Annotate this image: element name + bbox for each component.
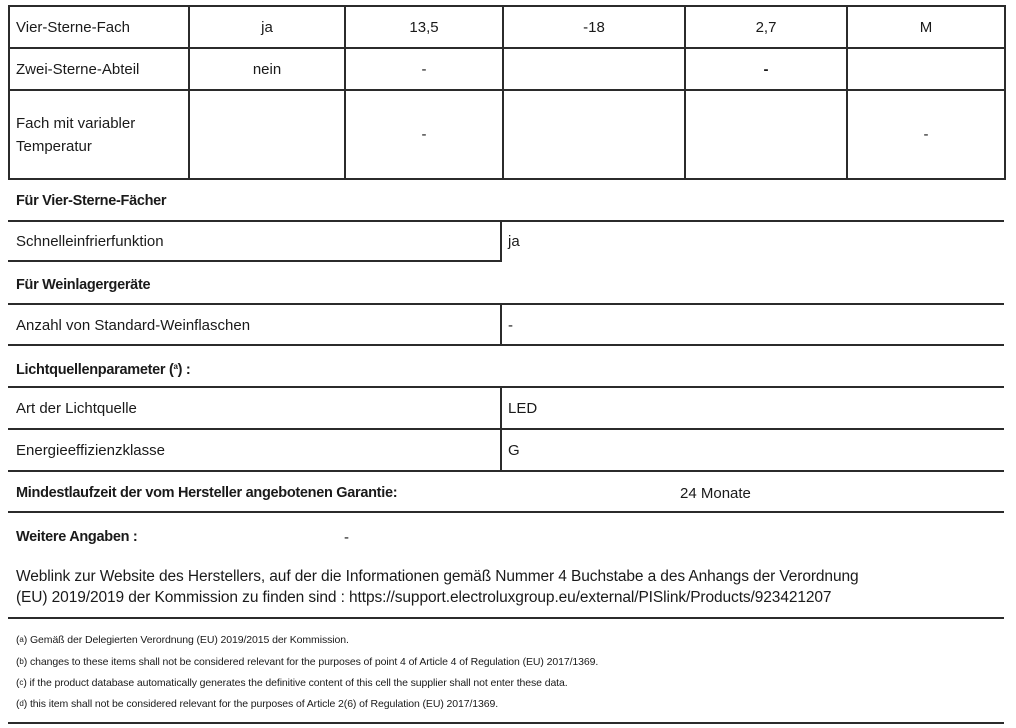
footnote: ($^c$) if the product database automatically generates the definitive content of this cell the supplier shall not enter these data. bbox=[16, 677, 568, 689]
list-item bbox=[8, 388, 1004, 428]
section-heading bbox=[8, 356, 1004, 384]
further-info-label: Weitere Angaben : bbox=[16, 529, 138, 545]
footnote-text: Gemäß der Delegierten Verordnung (EU) 2019/2015 der Kommission. bbox=[29, 634, 349, 646]
table-cell bbox=[189, 90, 345, 179]
footnote-text: if the product database automatically generates the definitive content of this cell the supplier shall not enter these data. bbox=[29, 677, 568, 689]
row-label: Schnelleinfrierfunktion bbox=[16, 232, 164, 250]
row-label-line: Fach mit variabler bbox=[16, 114, 136, 132]
divider bbox=[8, 260, 502, 262]
table-cell bbox=[847, 48, 1005, 90]
footnote-mark: d bbox=[19, 699, 24, 708]
heading-part: ) : bbox=[177, 362, 191, 378]
table-cell: 13,5 bbox=[345, 6, 503, 48]
footnote-text: changes to these items shall not be considered relevant for the purposes of point 4 of Article 4 of Regulation (EU) 2017/1369. bbox=[29, 656, 599, 668]
table-cell: 2,7 bbox=[685, 6, 847, 48]
table-cell: - bbox=[847, 90, 1005, 179]
row-label-line: Temperatur bbox=[16, 137, 92, 155]
footnote-text: this item shall not be considered relevant for the purposes of Article 2(6) of Regulation (EU) 2017/1369. bbox=[29, 698, 499, 710]
divider bbox=[8, 344, 1004, 346]
divider bbox=[500, 220, 502, 262]
table-cell: - bbox=[345, 48, 503, 90]
warranty-value: 24 Monate bbox=[680, 484, 751, 502]
table-cell: nein bbox=[189, 48, 345, 90]
footnote: ($^b$) changes to these items shall not be considered relevant for the purposes of point 4 of Article 4 of Regulation (EU) 2017/1369. bbox=[16, 656, 599, 668]
warranty-label: Mindestlaufzeit der vom Hersteller angebotenen Garantie: bbox=[16, 485, 398, 501]
footnote-mark: a bbox=[19, 635, 24, 644]
table-row bbox=[9, 48, 1005, 90]
table-cell bbox=[503, 90, 685, 179]
row-value: - bbox=[508, 316, 513, 334]
table-cell: - bbox=[685, 48, 847, 90]
section-heading bbox=[8, 272, 1004, 298]
footnote-mark: b bbox=[19, 657, 24, 666]
table-cell: - bbox=[345, 90, 503, 179]
row-label: Energieeffizienzklasse bbox=[16, 441, 165, 459]
weblink-paragraph bbox=[16, 566, 1006, 608]
divider bbox=[8, 722, 1004, 724]
divider bbox=[8, 511, 1004, 513]
row-label: Art der Lichtquelle bbox=[16, 399, 137, 417]
row-value: ja bbox=[508, 232, 520, 250]
section-heading bbox=[8, 188, 1004, 214]
further-info-value: - bbox=[344, 528, 349, 546]
weblink-text: (EU) 2019/2019 der Kommission zu finden sind : https://support.electroluxgroup.eu/external/PISlink/Products/923421207 bbox=[16, 589, 832, 606]
footnote: ($^a$) Gemäß der Delegierten Verordnung (EU) 2019/2015 der Kommission. bbox=[16, 634, 349, 646]
row-label bbox=[9, 90, 189, 179]
table-row bbox=[9, 90, 1005, 179]
list-item bbox=[8, 222, 1004, 260]
warranty-row bbox=[8, 478, 1004, 508]
section-heading-text bbox=[8, 362, 190, 378]
compartment-table bbox=[8, 5, 1006, 180]
table-cell: M bbox=[847, 6, 1005, 48]
row-label: Zwei-Sterne-Abteil bbox=[9, 48, 189, 90]
heading-part: Lichtquellenparameter ( bbox=[16, 362, 174, 378]
divider bbox=[500, 303, 502, 346]
list-item bbox=[8, 430, 1004, 470]
row-value: G bbox=[508, 441, 520, 459]
divider bbox=[8, 470, 1004, 472]
row-label: Vier-Sterne-Fach bbox=[9, 6, 189, 48]
section-heading-text: Für Weinlagergeräte bbox=[16, 277, 151, 293]
section-heading-text: Für Vier-Sterne-Fächer bbox=[16, 193, 167, 209]
footnote-mark: c bbox=[19, 678, 24, 687]
table-cell bbox=[685, 90, 847, 179]
list-item bbox=[8, 305, 1004, 345]
table-cell: -18 bbox=[503, 6, 685, 48]
divider bbox=[8, 617, 1004, 619]
footnote: ($^d$) this item shall not be considered relevant for the purposes of Article 2(6) of Regulation (EU) 2017/1369. bbox=[16, 698, 499, 710]
table-cell bbox=[503, 48, 685, 90]
row-label: Anzahl von Standard-Weinflaschen bbox=[16, 316, 251, 334]
further-info-row bbox=[8, 522, 1004, 552]
footnote-mark: a bbox=[173, 362, 178, 371]
weblink-text: Weblink zur Website des Herstellers, auf der die Informationen gemäß Nummer 4 Buchstabe a des Anhangs der Verordnung bbox=[16, 568, 859, 585]
table-cell: ja bbox=[189, 6, 345, 48]
row-value: LED bbox=[508, 399, 538, 417]
table-row bbox=[9, 6, 1005, 48]
divider bbox=[500, 386, 502, 472]
